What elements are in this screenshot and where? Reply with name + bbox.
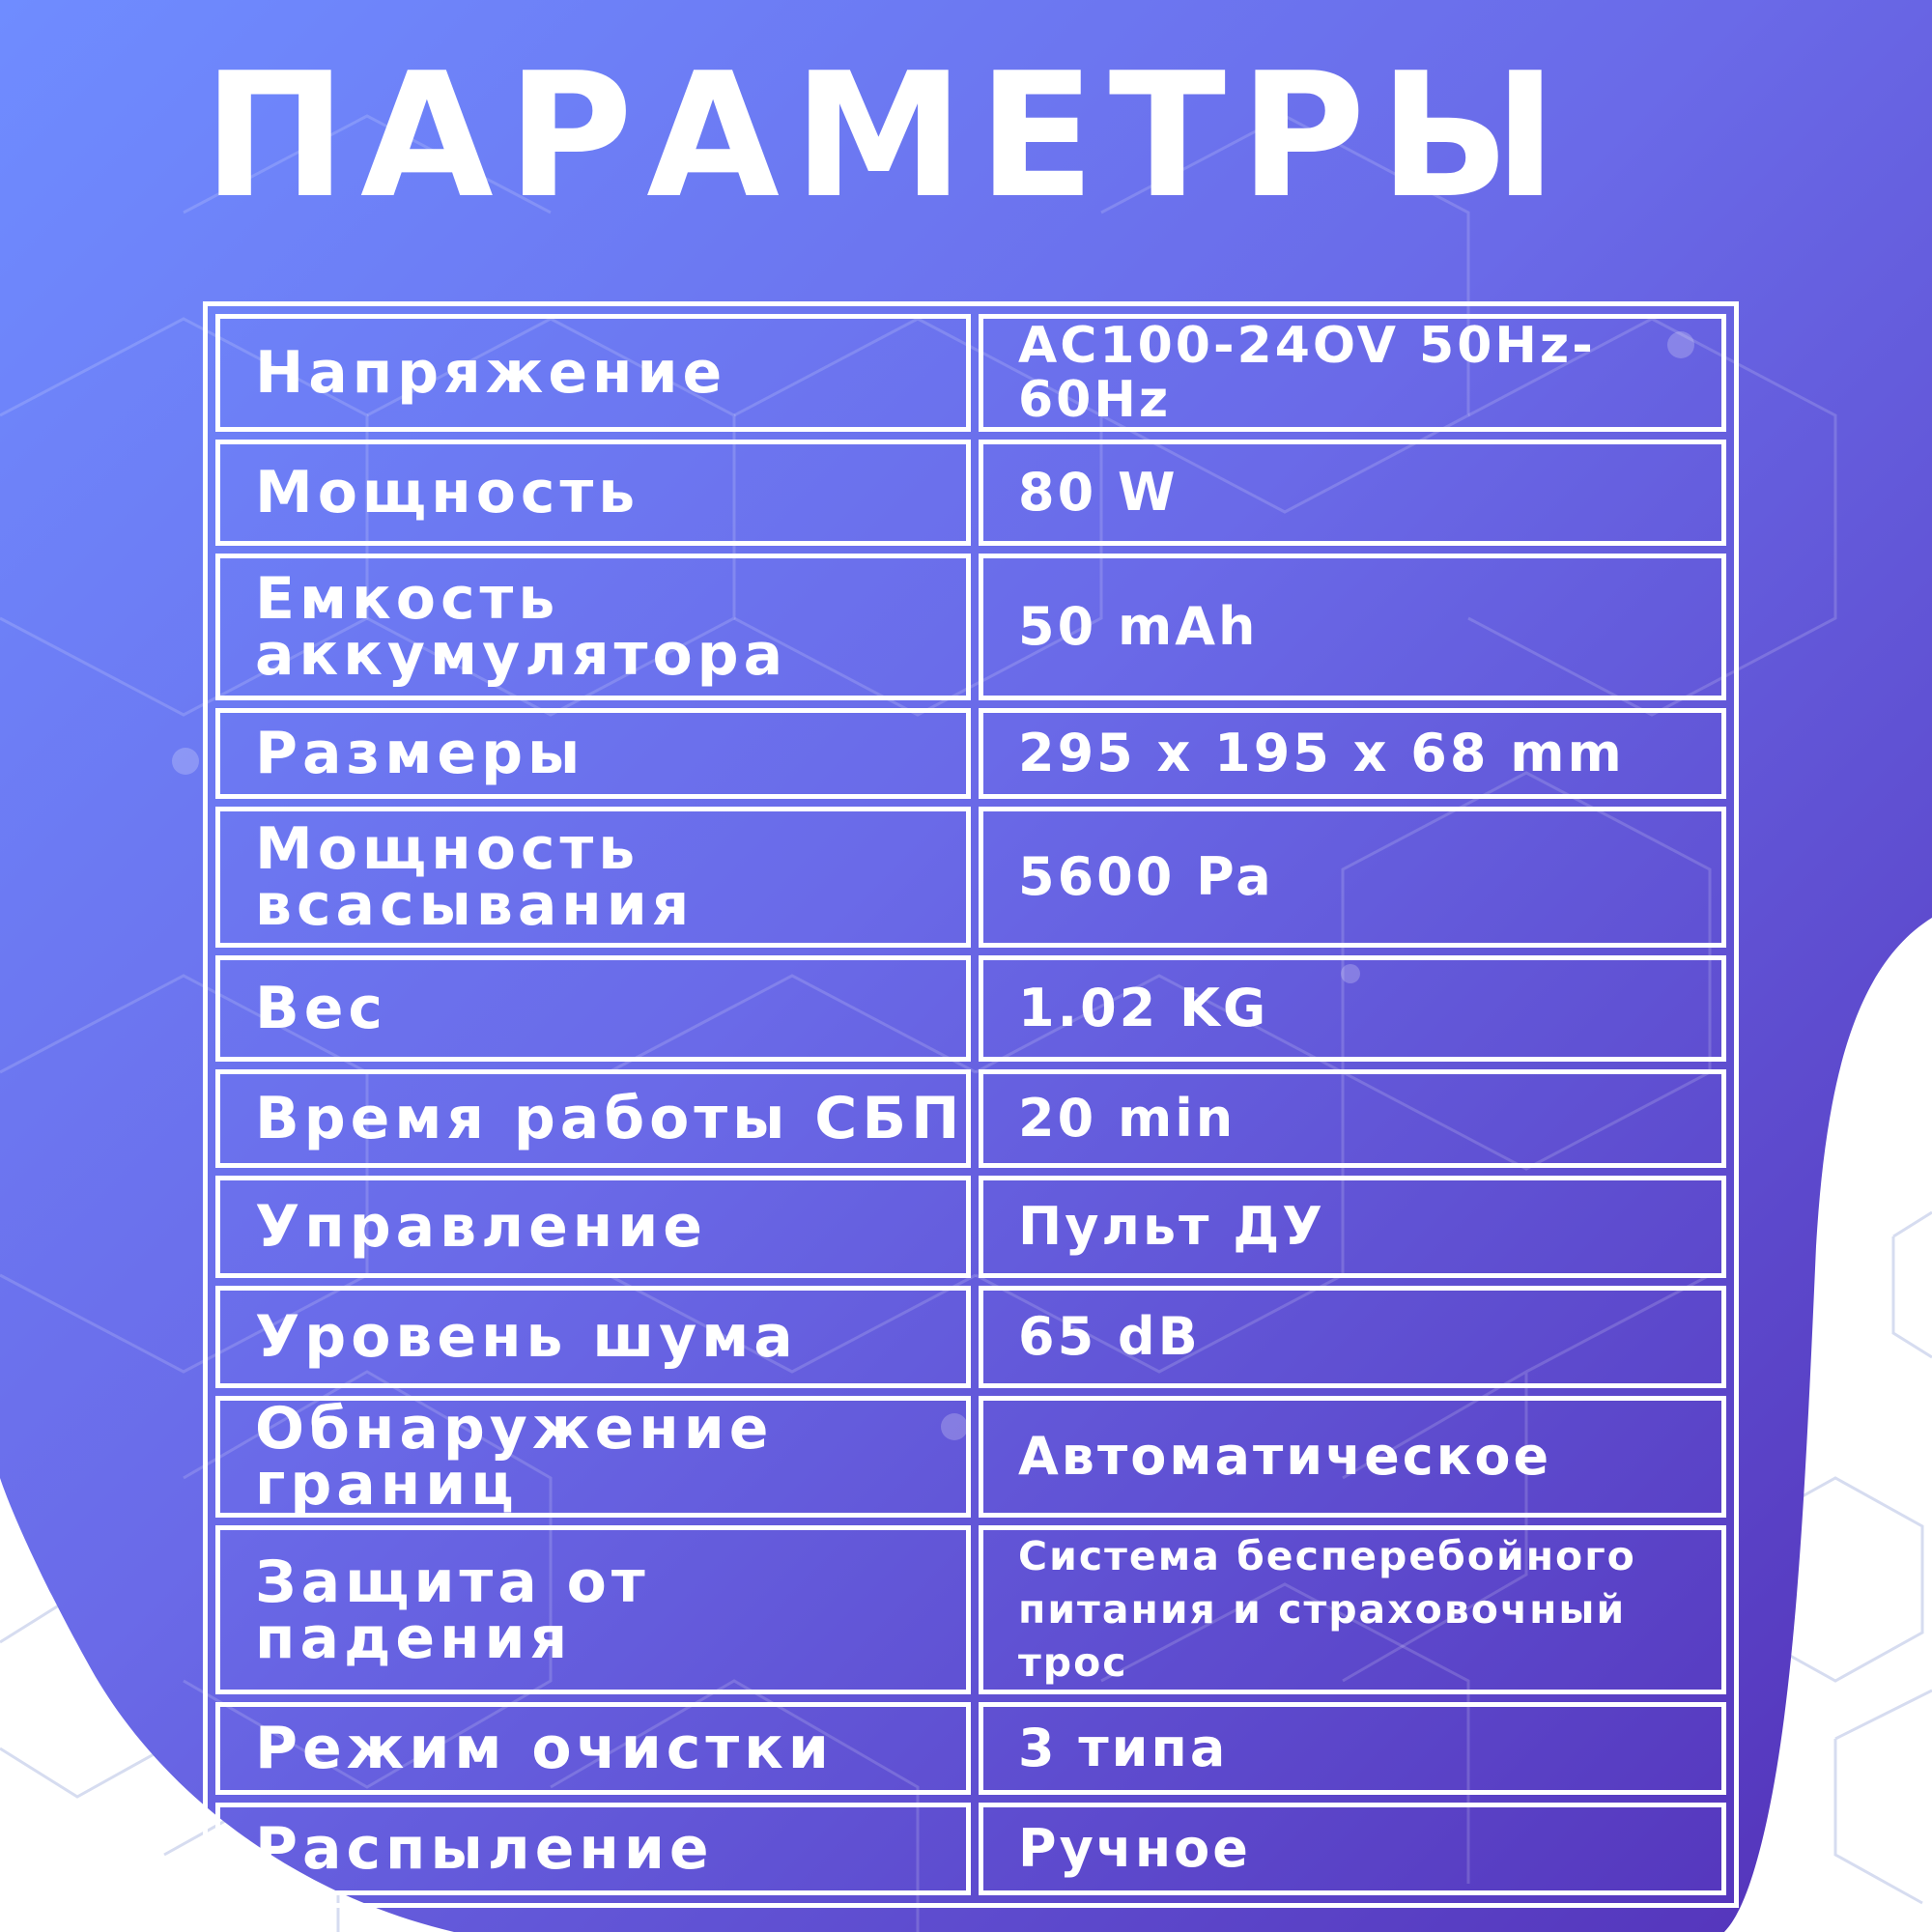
- table-row: [215, 314, 1726, 432]
- spec-label: Напряжение: [215, 314, 971, 432]
- spec-value: 295 x 195 x 68 mm: [979, 708, 1726, 799]
- spec-label: Обнаружение границ: [215, 1396, 971, 1518]
- spec-label: Время работы СБП: [215, 1069, 971, 1168]
- table-row: [215, 1286, 1726, 1388]
- spec-value: Система бесперебойного питания и страховочный трос: [979, 1525, 1726, 1694]
- spec-table: [203, 301, 1739, 1908]
- table-row: [215, 1702, 1726, 1795]
- table-row: [215, 708, 1726, 799]
- spec-value: Пульт ДУ: [979, 1176, 1726, 1278]
- table-row: [215, 1525, 1726, 1694]
- table-row: [215, 1176, 1726, 1278]
- spec-value: 5600 Pa: [979, 807, 1726, 948]
- table-row: [215, 1069, 1726, 1168]
- spec-value: 3 типа: [979, 1702, 1726, 1795]
- spec-value: 80 W: [979, 440, 1726, 546]
- spec-value: 50 mAh: [979, 554, 1726, 700]
- spec-label: Уровень шума: [215, 1286, 971, 1388]
- spec-label: Управление: [215, 1176, 971, 1278]
- table-row: [215, 1803, 1726, 1895]
- spec-label: Мощность: [215, 440, 971, 546]
- table-row: [215, 807, 1726, 948]
- spec-label: Размеры: [215, 708, 971, 799]
- table-row: [215, 554, 1726, 700]
- table-row: [215, 440, 1726, 546]
- spec-label: Емкость аккумулятора: [215, 554, 971, 700]
- spec-value: 1.02 KG: [979, 955, 1726, 1062]
- spec-label: Распыление: [215, 1803, 971, 1895]
- spec-value: 65 dB: [979, 1286, 1726, 1388]
- page-title: ПАРАМЕТРЫ: [203, 36, 1571, 236]
- table-row: [215, 1396, 1726, 1518]
- spec-value: AC100-24OV 50Hz-60Hz: [979, 314, 1726, 432]
- table-row: [215, 955, 1726, 1062]
- spec-label: Вес: [215, 955, 971, 1062]
- spec-label: Мощность всасывания: [215, 807, 971, 948]
- spec-value: Автоматическое: [979, 1396, 1726, 1518]
- spec-label: Защита от падения: [215, 1525, 971, 1694]
- spec-value: 20 min: [979, 1069, 1726, 1168]
- spec-value: Ручное: [979, 1803, 1726, 1895]
- spec-label: Режим очистки: [215, 1702, 971, 1795]
